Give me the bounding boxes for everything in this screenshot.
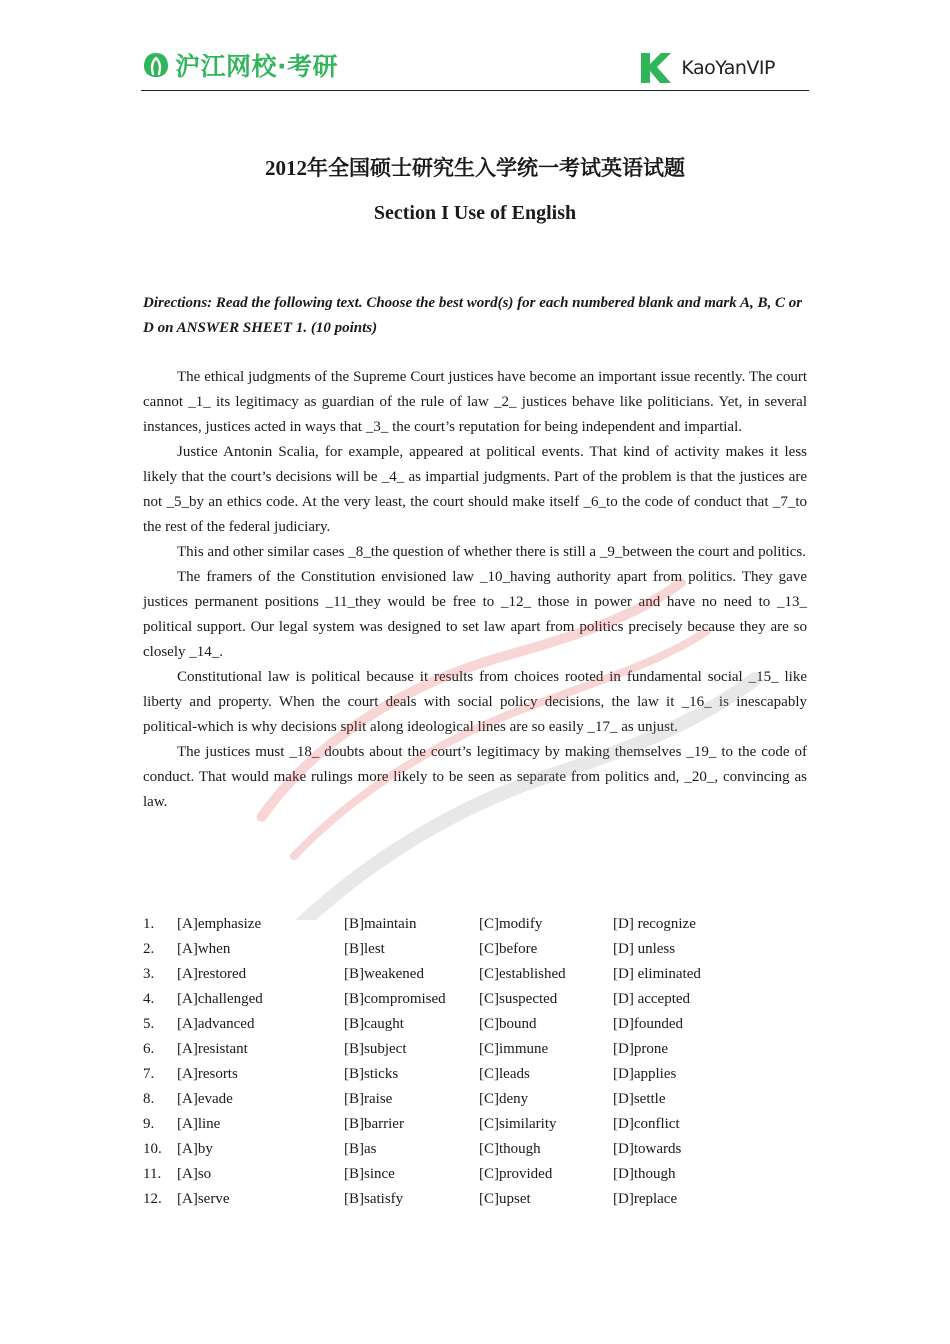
option-b: [B]caught xyxy=(344,1016,404,1032)
option-row xyxy=(143,962,807,987)
passage-paragraph: Justice Antonin Scalia, for example, appeared at political events. That kind of activity makes it less likely that the court’s decisions will be _4_ as impartial judgments. Part of the problem is that the justices are not _5_by an ethics code. At the very least, the court should make itself _6_to the code of conduct that _7_to the rest of the federal judiciary. xyxy=(143,444,807,535)
option-row xyxy=(143,1037,807,1062)
option-d: [D]replace xyxy=(613,1191,678,1207)
passage-paragraph: The framers of the Constitution envisioned law _10_having authority apart from politics. They gave justices permanent positions _11_they would be free to _12_ those in power and have no need to _13_ political support. Our legal system was designed to set law apart from politics precisely because they are so closely _14_. xyxy=(143,569,807,660)
option-row xyxy=(143,1162,807,1187)
option-row xyxy=(143,1087,807,1112)
option-row xyxy=(143,987,807,1012)
option-d: [D] eliminated xyxy=(613,966,701,982)
option-a: [A]advanced xyxy=(177,1016,255,1032)
option-c: [C]before xyxy=(479,941,538,957)
answer-options-list xyxy=(143,912,807,1212)
option-row xyxy=(143,1137,807,1162)
option-c: [C]though xyxy=(479,1141,541,1157)
option-a: [A]emphasize xyxy=(177,916,262,932)
option-d: [D] recognize xyxy=(613,916,696,932)
brand-right-text: KaoYanVIP xyxy=(681,57,775,79)
option-d: [D] unless xyxy=(613,941,676,957)
option-row xyxy=(143,1012,807,1037)
option-d: [D] accepted xyxy=(613,991,691,1007)
option-a: [A]line xyxy=(177,1116,221,1132)
option-c: [C]upset xyxy=(479,1191,531,1207)
option-d: [D]applies xyxy=(613,1066,677,1082)
option-b: [B]raise xyxy=(344,1091,393,1107)
option-c: [C]modify xyxy=(479,916,543,932)
option-b: [B]lest xyxy=(344,941,385,957)
option-d: [D]prone xyxy=(613,1041,668,1057)
page-header xyxy=(141,42,809,91)
option-row xyxy=(143,1187,807,1212)
question-number: 4. xyxy=(143,991,155,1007)
passage-paragraph: This and other similar cases _8_the question of whether there is still a _9_between the court and politics. xyxy=(177,544,807,560)
kaoyanvip-logo xyxy=(637,50,775,86)
option-c: [C]suspected xyxy=(479,991,558,1007)
section-heading: Section I Use of English xyxy=(373,202,577,224)
hujiang-logo xyxy=(141,48,338,82)
question-number: 5. xyxy=(143,1016,155,1032)
option-c: [C]leads xyxy=(479,1066,530,1082)
option-a: [A]resorts xyxy=(177,1066,238,1082)
option-c: [C]provided xyxy=(479,1166,553,1182)
option-a: [A]restored xyxy=(177,966,247,982)
option-a: [A]so xyxy=(177,1166,212,1182)
question-number: 6. xyxy=(143,1041,155,1057)
passage-paragraph: The justices must _18_ doubts about the court’s legitimacy by making themselves _19_ to the code of conduct. That would make rulings more likely to be seen as separate from politics and, _20_, convincing as law. xyxy=(143,744,807,810)
option-b: [B]maintain xyxy=(344,916,417,932)
question-number: 8. xyxy=(143,1091,155,1107)
brand-left-text: 沪江网校·考研 xyxy=(175,52,338,81)
option-row xyxy=(143,1062,807,1087)
question-number: 11. xyxy=(143,1166,162,1182)
question-number: 9. xyxy=(143,1116,155,1132)
question-number: 12. xyxy=(143,1191,162,1207)
option-b: [B]satisfy xyxy=(344,1191,404,1207)
k-logo-icon xyxy=(637,50,673,86)
question-number: 2. xyxy=(143,941,155,957)
exam-title: 2012年全国硕士研究生入学统一考试英语试题 xyxy=(265,156,685,180)
directions-text: Directions: Read the following text. Choose the best word(s) for each numbered blank and mark A, B, C or D on ANSWER SHEET 1. (10 points) xyxy=(143,295,803,336)
option-b: [B]as xyxy=(344,1141,377,1157)
option-b: [B]subject xyxy=(344,1041,407,1057)
question-number: 7. xyxy=(143,1066,155,1082)
option-b: [B]since xyxy=(344,1166,395,1182)
option-d: [D]conflict xyxy=(613,1116,680,1132)
question-number: 1. xyxy=(143,916,155,932)
passage-paragraph: The ethical judgments of the Supreme Court justices have become an important issue recently. The court cannot _1_ its legitimacy as guardian of the rule of law _2_ justices behave like politicians. Yet, in several instances, justices acted in ways that _3_ the court’s reputation for being independent and impartial. xyxy=(143,369,807,435)
question-number: 3. xyxy=(143,966,155,982)
option-d: [D]settle xyxy=(613,1091,666,1107)
option-b: [B]weakened xyxy=(344,966,424,982)
option-c: [C]bound xyxy=(479,1016,537,1032)
option-d: [D]though xyxy=(613,1166,676,1182)
option-d: [D]founded xyxy=(613,1016,683,1032)
option-row xyxy=(143,1112,807,1137)
option-row xyxy=(143,937,807,962)
option-b: [B]barrier xyxy=(344,1116,404,1132)
question-number: 10. xyxy=(143,1141,162,1157)
option-a: [A]resistant xyxy=(177,1041,248,1057)
option-a: [A]by xyxy=(177,1141,213,1157)
option-a: [A]challenged xyxy=(177,991,263,1007)
option-a: [A]when xyxy=(177,941,231,957)
option-c: [C]similarity xyxy=(479,1116,557,1132)
option-b: [B]compromised xyxy=(344,991,446,1007)
reading-passage xyxy=(143,365,807,815)
leaf-logo-icon xyxy=(141,50,171,80)
option-a: [A]serve xyxy=(177,1191,230,1207)
option-c: [C]deny xyxy=(479,1091,529,1107)
option-b: [B]sticks xyxy=(344,1066,399,1082)
option-d: [D]towards xyxy=(613,1141,682,1157)
option-a: [A]evade xyxy=(177,1091,233,1107)
option-c: [C]established xyxy=(479,966,566,982)
option-row xyxy=(143,912,807,937)
option-c: [C]immune xyxy=(479,1041,549,1057)
passage-paragraph: Constitutional law is political because it results from choices rooted in fundamental social _15_ like liberty and property. When the court deals with social policy decisions, the law it _16_ is inescapably political-which is why decisions split along ideological lines are so easily _17_ as unjust. xyxy=(143,669,807,735)
